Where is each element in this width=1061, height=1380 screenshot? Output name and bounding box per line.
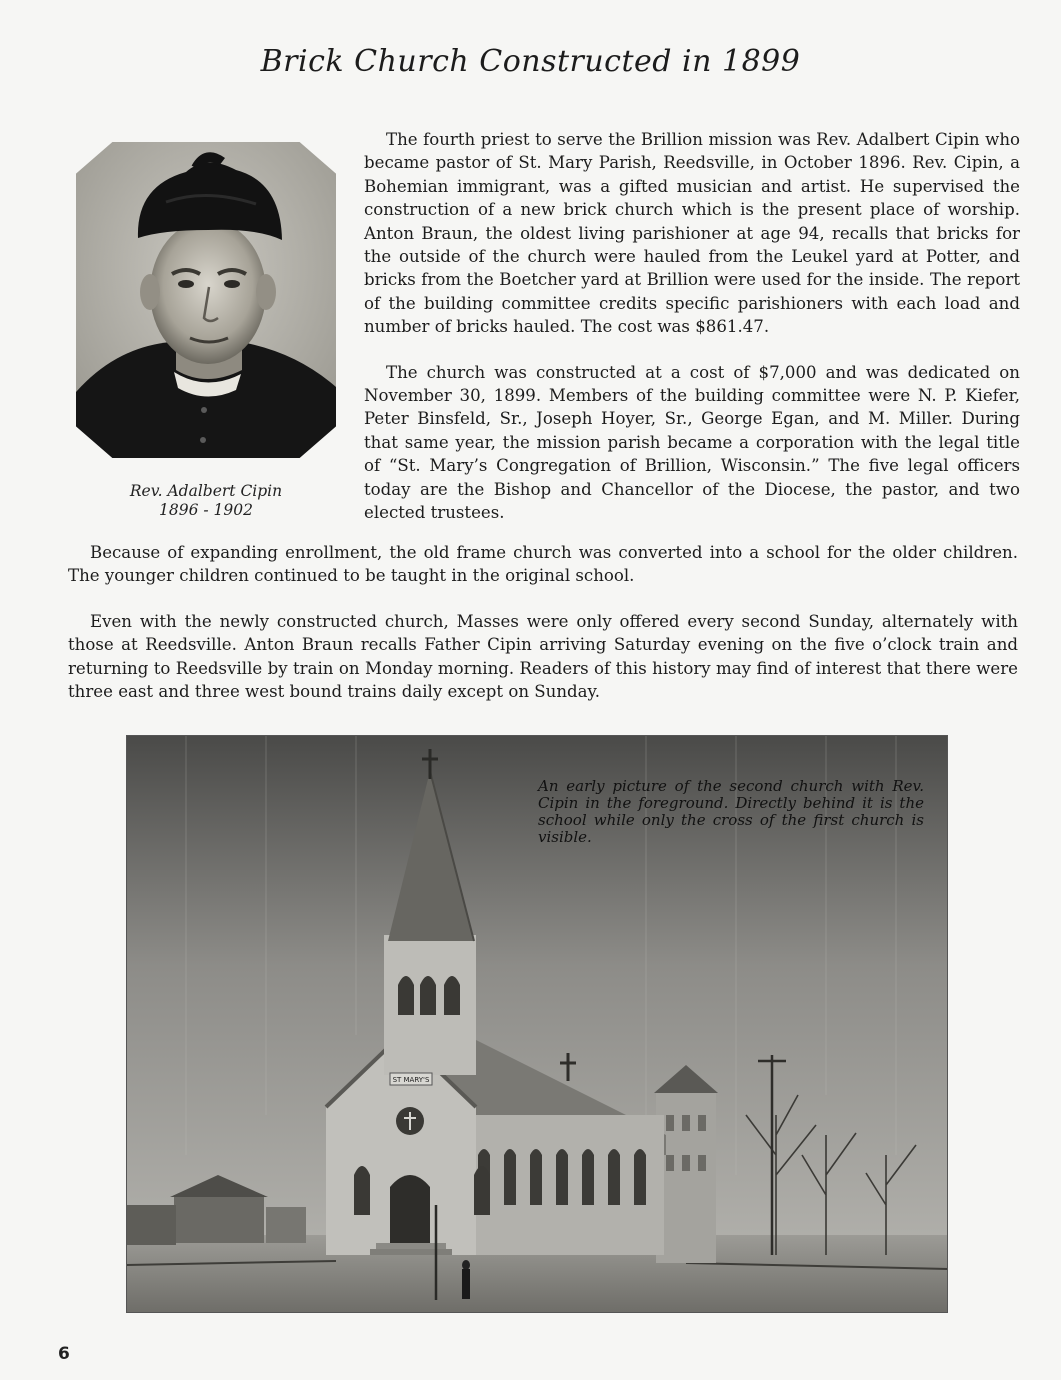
paragraph: Even with the newly constructed church, Masses were only offered every second Sunday, alternately with those at Reedsville. Anton Braun recalls Father Cipin arriving Saturday evening on the five o’clock train and returning to Reedsville by train on Monday morning. Readers of this history may find of interest that there were three east and three west bound trains daily except on Sunday. <box>68 611 1018 702</box>
paragraph: Because of expanding enrollment, the old frame church was converted into a school for the older children. The younger children continued to be taught in the original school. <box>68 543 1018 586</box>
page-number: 6 <box>58 1344 70 1364</box>
church-sign-text: ST MARY'S <box>392 1076 430 1084</box>
portrait-caption-years: 1896 - 1902 <box>159 501 253 519</box>
portrait-photo <box>76 142 336 458</box>
full-width-text <box>68 541 1018 703</box>
photo-caption: An early picture of the second church with Rev. Cipin in the foreground. Directly behind it is the school while only the cross of the first church is visible. <box>538 777 924 846</box>
page-title: Brick Church Constructed in 1899 <box>260 44 801 79</box>
portrait-caption <box>96 482 316 520</box>
column-text <box>364 128 1020 525</box>
portrait-caption-name: Rev. Adalbert Cipin <box>129 482 283 500</box>
paragraph: The church was constructed at a cost of $7,000 and was dedicated on November 30, 1899. Members of the building committee were N. P. Kiefer, Peter Binsfeld, Sr., Joseph Hoyer, Sr., George Egan, and M. Miller. During that same year, the mission parish became a corporation with the legal title of “St. Mary’s Congregation of Brillion, Wisconsin.” The five legal officers today are the Bishop and Chancellor of the Diocese, the pastor, and two elected trustees. <box>364 362 1020 523</box>
paragraph: The fourth priest to serve the Brillion mission was Rev. Adalbert Cipin who became pastor of St. Mary Parish, Reedsville, in October 1896. Rev. Cipin, a Bohemian immigrant, was a gifted musician and artist. He supervised the construction of a new brick church which is the present place of worship. Anton Braun, the oldest living parishioner at age 94, recalls that bricks for the outside of the church were hauled from the Leukel yard at Potter, and bricks from the Boetcher yard at Brillion were used for the inside. The report of the building committee credits specific parishioners with each load and number of bricks hauled. The cost was $861.47. <box>364 130 1020 337</box>
